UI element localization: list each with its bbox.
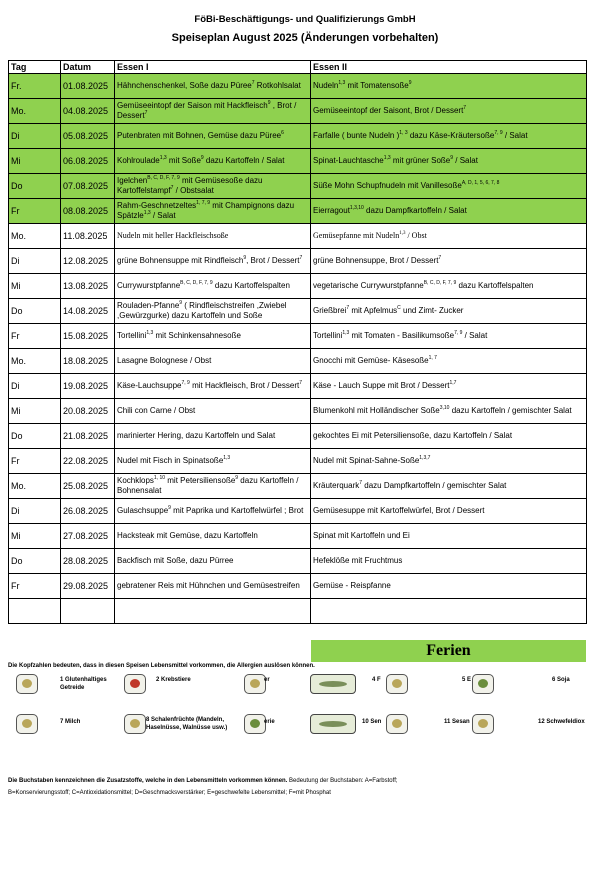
- sesame-icon: [386, 714, 408, 734]
- day-cell: Mo.: [9, 349, 61, 374]
- essen2-cell: [311, 499, 587, 524]
- dish-text: und Zimt- Zucker: [400, 306, 464, 315]
- company-name: FöBi-Beschäftigungs- und Qualifizierungs GmbH: [194, 14, 416, 25]
- crustacean-icon: [124, 674, 146, 694]
- dish-text: gekochtes Ei mit Petersiliensoße, dazu Kartoffeln / Salat: [313, 431, 513, 440]
- allergen-9: erie: [264, 719, 275, 725]
- allergen-code: 9: [243, 255, 247, 261]
- allergen-code: B, C, D, F, 7, 9: [147, 175, 180, 181]
- date-cell: 28.08.2025: [61, 549, 115, 574]
- mustard-icon: [310, 714, 356, 734]
- dish-text: Süße Mohn Schupfnudeln mit Vanillesoße: [313, 181, 462, 190]
- allergen-1: 1 Glutenhaltiges Getreide: [60, 677, 107, 691]
- table-row: [9, 449, 587, 474]
- allergen-code: 9: [450, 155, 454, 161]
- essen1-cell: [115, 74, 311, 99]
- allergen-10: 10 Sen: [362, 719, 382, 725]
- table-row: [9, 74, 587, 99]
- allergen-code: A, D, 1, 5, 6, 7, 8: [461, 180, 500, 186]
- additives-note-text: Bedeutung der Buchstaben: A=Farbstoff;: [287, 778, 398, 784]
- allergen-7: 7 Milch: [60, 719, 81, 725]
- essen2-cell: [311, 524, 587, 549]
- allergen-code: 7: [144, 110, 148, 116]
- dish-text: Putenbraten mit Bohnen, Gemüse dazu Püree: [117, 131, 282, 140]
- gluten-icon: [16, 674, 38, 694]
- essen2-cell: [311, 99, 587, 124]
- date-cell: 26.08.2025: [61, 499, 115, 524]
- essen2-cell: [311, 249, 587, 274]
- dish-text: mit Apfelmus: [349, 306, 398, 315]
- allergen-2: 2 Krebstiere: [156, 677, 191, 683]
- essen1-cell: [115, 374, 311, 399]
- date-cell: 21.08.2025: [61, 424, 115, 449]
- day-cell: Mi: [9, 399, 61, 424]
- dish-text: Hefeklöße mit Fruchtmus: [313, 556, 403, 565]
- allergen-code: 1, 3: [399, 130, 408, 136]
- dish-text: / Obst: [405, 231, 427, 240]
- day-cell: Do: [9, 549, 61, 574]
- dish-text: Currywurstpfanne: [117, 281, 181, 290]
- dish-text: / Salat: [150, 211, 176, 220]
- essen1-cell: [115, 349, 311, 374]
- dish-text: Spinat-Lauchtasche: [313, 156, 384, 165]
- dish-text: Kochklops: [117, 476, 154, 485]
- additives-note: [8, 778, 598, 784]
- allergen-code: 1,3: [383, 155, 391, 161]
- dish-text: mit grüner Soße: [390, 156, 451, 165]
- menu-body: [9, 74, 587, 624]
- dish-text: Lasagne Bolognese / Obst: [117, 356, 212, 365]
- allergen-code: 1,3: [223, 455, 231, 461]
- essen1-cell: [115, 149, 311, 174]
- empty-cell: [115, 599, 311, 624]
- peanut-icon: [386, 674, 408, 694]
- dish-text: Gemüseeintopf der Saison mit Hackfleisch: [117, 101, 268, 110]
- allergen-code: 7, 9: [454, 330, 463, 336]
- day-cell: Do: [9, 424, 61, 449]
- soy-icon: [472, 674, 494, 694]
- dish-text: mit Petersiliensoße: [165, 476, 236, 485]
- date-cell: 14.08.2025: [61, 299, 115, 324]
- essen1-cell: [115, 299, 311, 324]
- essen1-cell: [115, 174, 311, 199]
- table-row: [9, 249, 587, 274]
- day-cell: Mo.: [9, 224, 61, 249]
- col-header-essen1: Essen I: [115, 61, 311, 74]
- allergen-code: 1, 10: [153, 475, 166, 481]
- day-cell: Di: [9, 249, 61, 274]
- menu-table: [8, 60, 587, 624]
- table-row: [9, 224, 587, 249]
- dish-text: mit Tomatensoße: [345, 81, 409, 90]
- table-row: [9, 124, 587, 149]
- dish-text: Hähnchenschenkel, Soße dazu Püree: [117, 81, 252, 90]
- allergen-code: 1,3: [342, 330, 350, 336]
- dish-text: Nudeln: [313, 81, 339, 90]
- essen2-cell: [311, 149, 587, 174]
- table-row: [9, 399, 587, 424]
- essen1-cell: [115, 124, 311, 149]
- dish-text: / Salat: [462, 331, 488, 340]
- essen2-cell: [311, 549, 587, 574]
- day-cell: Fr: [9, 449, 61, 474]
- table-row: [9, 299, 587, 324]
- allergen-code: 1,7: [449, 380, 457, 386]
- day-cell: Do: [9, 299, 61, 324]
- essen2-cell: [311, 374, 587, 399]
- dish-text: marinierter Hering, dazu Kartoffeln und Salat: [117, 431, 276, 440]
- allergen-4: 4 F: [372, 677, 381, 683]
- allergen-code: 9: [408, 80, 412, 86]
- allergen-3: er: [264, 677, 270, 683]
- allergen-code: 9: [179, 300, 183, 306]
- dish-text: mit Champignons dazu Spätzle: [117, 201, 295, 220]
- essen1-cell: [115, 399, 311, 424]
- essen2-cell: [311, 474, 587, 499]
- dish-text: grüne Bohnensuppe mit Rindfleisch: [117, 256, 244, 265]
- allergen-code: 7: [299, 255, 303, 261]
- essen1-cell: [115, 424, 311, 449]
- dish-text: Igelchen: [117, 176, 148, 185]
- dish-text: Farfalle ( bunte Nudeln ): [313, 131, 400, 140]
- essen1-cell: [115, 449, 311, 474]
- essen2-cell: [311, 424, 587, 449]
- empty-row: [9, 599, 587, 624]
- allergen-code: 9: [168, 505, 171, 511]
- date-cell: 19.08.2025: [61, 374, 115, 399]
- date-cell: 27.08.2025: [61, 524, 115, 549]
- dish-text: mit Paprika und Kartoffelwürfel ; Brot: [170, 506, 304, 515]
- dish-text: Gnocchi mit Gemüse- Käsesoße: [313, 356, 429, 365]
- date-cell: 12.08.2025: [61, 249, 115, 274]
- dish-text: dazu Dampfkartoffeln / gemischter Salat: [362, 481, 507, 490]
- essen1-cell: [115, 99, 311, 124]
- table-row: [9, 324, 587, 349]
- allergen-6: 6 Soja: [552, 677, 570, 683]
- dish-text: / Obstsalat: [173, 186, 214, 195]
- nuts-icon: [124, 714, 146, 734]
- essen2-cell: [311, 399, 587, 424]
- dish-text: Rahm-Geschnetzeltes: [117, 201, 197, 210]
- allergen-code: 1,3: [399, 231, 406, 236]
- allergen-code: B, C, D, F, 7, 9: [423, 280, 457, 286]
- dish-text: Spinat mit Kartoffeln und Ei: [313, 531, 410, 540]
- dish-text: Tortellini: [313, 331, 343, 340]
- dish-text: ( Rindfleischstreifen ,Zwiebel ,Gewürzgurke) dazu Kartoffeln und Soße: [117, 301, 287, 320]
- essen1-cell: [115, 549, 311, 574]
- allergen-code: 9: [200, 155, 204, 161]
- allergen-code: 7: [463, 105, 467, 111]
- day-cell: Mi: [9, 524, 61, 549]
- dish-text: dazu Kartoffeln / Salat: [203, 156, 285, 165]
- table-row: [9, 424, 587, 449]
- allergen-code: 1, 7, 9: [196, 200, 211, 206]
- allergen-code: 9: [235, 475, 239, 481]
- dish-text: Gemüse - Reispfanne: [313, 581, 391, 590]
- dish-text: Nudel mit Fisch in Spinatsoße: [117, 456, 224, 465]
- allergen-code: 7: [359, 480, 363, 486]
- day-cell: Di: [9, 124, 61, 149]
- allergen-code: 1,3,10: [349, 205, 364, 211]
- dish-text: dazu Kartoffelspalten: [212, 281, 290, 290]
- dish-text: Käse-Lauchsuppe: [117, 381, 182, 390]
- table-row: [9, 474, 587, 499]
- date-cell: 05.08.2025: [61, 124, 115, 149]
- additives-legend: B=Konservierungsstoff; C=Antioxidationsmittel; D=Geschmacksverstärker; E=geschwefelte Lebensmittel; F=mit Phosphat: [8, 790, 331, 796]
- allergen-note: Die Kopfzahlen bedeuten, dass in diesen Speisen Lebensmittel vorkommen, die Allergien auslösen können.: [8, 663, 315, 669]
- table-row: [9, 149, 587, 174]
- dish-text: / Salat: [453, 156, 478, 165]
- day-cell: Fr: [9, 199, 61, 224]
- dish-text: Nudel mit Spinat-Sahne-Soße: [313, 456, 420, 465]
- table-row: [9, 99, 587, 124]
- allergen-code: C: [397, 305, 401, 311]
- day-cell: Mo.: [9, 99, 61, 124]
- day-cell: Mi: [9, 149, 61, 174]
- dish-text: dazu Kartoffeln / Bohnensalat: [117, 476, 299, 495]
- allergen-12: 12 Schwefeldiox: [538, 719, 585, 725]
- dish-text: Käse - Lauch Suppe mit Brot / Dessert: [313, 381, 450, 390]
- day-cell: Mo.: [9, 474, 61, 499]
- essen2-cell: [311, 299, 587, 324]
- table-row: [9, 199, 587, 224]
- essen2-cell: [311, 224, 587, 249]
- essen1-cell: [115, 574, 311, 599]
- essen1-cell: [115, 274, 311, 299]
- dish-text: dazu Kartoffeln / gemischter Salat: [449, 406, 572, 415]
- day-cell: Fr: [9, 324, 61, 349]
- dish-text: Blumenkohl mit Holländischer Soße: [313, 406, 440, 415]
- dish-text: mit Tomaten - Basilikumsoße: [349, 331, 455, 340]
- col-header-tag: Tag: [9, 61, 61, 74]
- empty-cell: [9, 599, 61, 624]
- allergen-code: 7, 9: [494, 130, 503, 136]
- dish-text: Chili con Carne / Obst: [117, 406, 196, 415]
- fish-icon: [310, 674, 356, 694]
- allergen-code: 7: [438, 255, 442, 261]
- date-cell: 07.08.2025: [61, 174, 115, 199]
- essen1-cell: [115, 199, 311, 224]
- allergen-code: 7: [346, 305, 350, 311]
- dish-text: Rouladen-Pfanne: [117, 301, 180, 310]
- allergen-code: 1, 7: [428, 355, 437, 361]
- table-row: [9, 274, 587, 299]
- essen2-cell: [311, 449, 587, 474]
- egg-icon: [244, 674, 266, 694]
- allergen-8: 8 Schalenfrüchte (Mandeln, Haselnüsse, Walnüsse usw.): [146, 717, 228, 731]
- dish-text: Grießbrei: [313, 306, 347, 315]
- allergen-code: 7: [251, 80, 255, 86]
- empty-cell: [61, 599, 115, 624]
- allergen-code: 1,3,7: [419, 455, 431, 461]
- dish-text: Hacksteak mit Gemüse, dazu Kartoffeln: [117, 531, 258, 540]
- date-cell: 25.08.2025: [61, 474, 115, 499]
- table-row: [9, 524, 587, 549]
- essen2-cell: [311, 199, 587, 224]
- dish-text: / Salat: [502, 131, 528, 140]
- date-cell: 08.08.2025: [61, 199, 115, 224]
- essen2-cell: [311, 324, 587, 349]
- table-row: [9, 499, 587, 524]
- celery-icon: [244, 714, 266, 734]
- sulphite-icon: [472, 714, 494, 734]
- essen1-cell: [115, 474, 311, 499]
- essen2-cell: [311, 274, 587, 299]
- allergen-code: 1,3: [143, 210, 151, 216]
- table-row: [9, 349, 587, 374]
- allergen-code: 9: [267, 100, 271, 106]
- table-row: [9, 549, 587, 574]
- essen1-cell: [115, 499, 311, 524]
- day-cell: Di: [9, 374, 61, 399]
- dish-text: mit Schinkensahnesoße: [153, 331, 241, 340]
- date-cell: 13.08.2025: [61, 274, 115, 299]
- dish-text: vegetarische Currywurstpfanne: [313, 281, 424, 290]
- table-row: [9, 174, 587, 199]
- dish-text: Gemüseeintopf der Saisont, Brot / Dessert: [313, 106, 464, 115]
- date-cell: 11.08.2025: [61, 224, 115, 249]
- essen1-cell: [115, 249, 311, 274]
- day-cell: Fr.: [9, 74, 61, 99]
- allergen-code: 7, 9: [181, 380, 190, 386]
- essen1-cell: [115, 324, 311, 349]
- allergen-code: B, C, D, F, 7, 9: [180, 280, 213, 286]
- additives-note-bold: Die Buchstaben kennzeichnen die Zusatzstoffe, welche in den Lebensmitteln vorkommen können.: [8, 778, 288, 784]
- essen2-cell: [311, 74, 587, 99]
- dish-text: Gemüsepfanne mit Nudeln: [313, 231, 400, 240]
- dish-text: Tortellini: [117, 331, 147, 340]
- dish-text: , Brot / Dessert: [117, 101, 297, 120]
- date-cell: 01.08.2025: [61, 74, 115, 99]
- table-row: [9, 374, 587, 399]
- date-cell: 06.08.2025: [61, 149, 115, 174]
- essen1-cell: [115, 224, 311, 249]
- empty-cell: [311, 599, 587, 624]
- dish-text: Kräuterquark: [313, 481, 360, 490]
- dish-text: Nudeln mit heller Hackfleischsoße: [117, 231, 229, 240]
- date-cell: 29.08.2025: [61, 574, 115, 599]
- essen2-cell: [311, 124, 587, 149]
- dish-text: dazu Käse-Kräutersoße: [407, 131, 495, 140]
- dish-text: Rotkohlsalat: [254, 81, 301, 90]
- allergen-code: 6: [281, 130, 284, 136]
- dish-text: Gemüsesuppe mit Kartoffelwürfel, Brot / Dessert: [313, 506, 485, 515]
- dish-text: dazu Dampfkartoffeln / Salat: [363, 206, 467, 215]
- essen2-cell: [311, 349, 587, 374]
- day-cell: Do: [9, 174, 61, 199]
- allergen-code: 1,3: [338, 80, 346, 86]
- dish-text: gebratener Reis mit Hühnchen und Gemüsestreifen: [117, 581, 300, 590]
- date-cell: 22.08.2025: [61, 449, 115, 474]
- allergen-code: 7: [170, 185, 174, 191]
- allergen-code: 1,3: [146, 330, 154, 336]
- date-cell: 04.08.2025: [61, 99, 115, 124]
- date-cell: 20.08.2025: [61, 399, 115, 424]
- allergen-5: 5 E: [462, 677, 472, 683]
- allergen-code: 7: [299, 380, 302, 386]
- dish-text: , Brot / Dessert: [246, 256, 300, 265]
- date-cell: 15.08.2025: [61, 324, 115, 349]
- dish-text: grüne Bohnensuppe, Brot / Dessert: [313, 256, 439, 265]
- allergen-11: 11 Sesan: [444, 719, 470, 725]
- table-row: [9, 574, 587, 599]
- dish-text: mit Gemüsesoße dazu Kartoffelstampf: [117, 176, 263, 195]
- dish-text: Backfisch mit Soße, dazu Pürree: [117, 556, 234, 565]
- essen1-cell: [115, 524, 311, 549]
- page-title: Speiseplan August 2025 (Änderungen vorbehalten): [171, 32, 439, 44]
- dish-text: Eierragout: [313, 206, 350, 215]
- essen2-cell: [311, 174, 587, 199]
- allergen-code: 1,3: [159, 155, 167, 161]
- essen2-cell: [311, 574, 587, 599]
- allergen-code: 3,10: [439, 405, 450, 411]
- milk-icon: [16, 714, 38, 734]
- col-header-datum: Datum: [61, 61, 115, 74]
- day-cell: Di: [9, 499, 61, 524]
- dish-text: Gulaschsuppe: [117, 506, 169, 515]
- date-cell: 18.08.2025: [61, 349, 115, 374]
- col-header-essen2: Essen II: [311, 61, 587, 74]
- day-cell: Fr: [9, 574, 61, 599]
- dish-text: mit Hackfleisch, Brot / Dessert: [189, 381, 300, 390]
- dish-text: mit Soße: [166, 156, 201, 165]
- day-cell: Mi: [9, 274, 61, 299]
- dish-text: dazu Kartoffelspalten: [456, 281, 534, 290]
- dish-text: Kohlroulade: [117, 156, 160, 165]
- ferien-banner: Ferien: [311, 640, 586, 662]
